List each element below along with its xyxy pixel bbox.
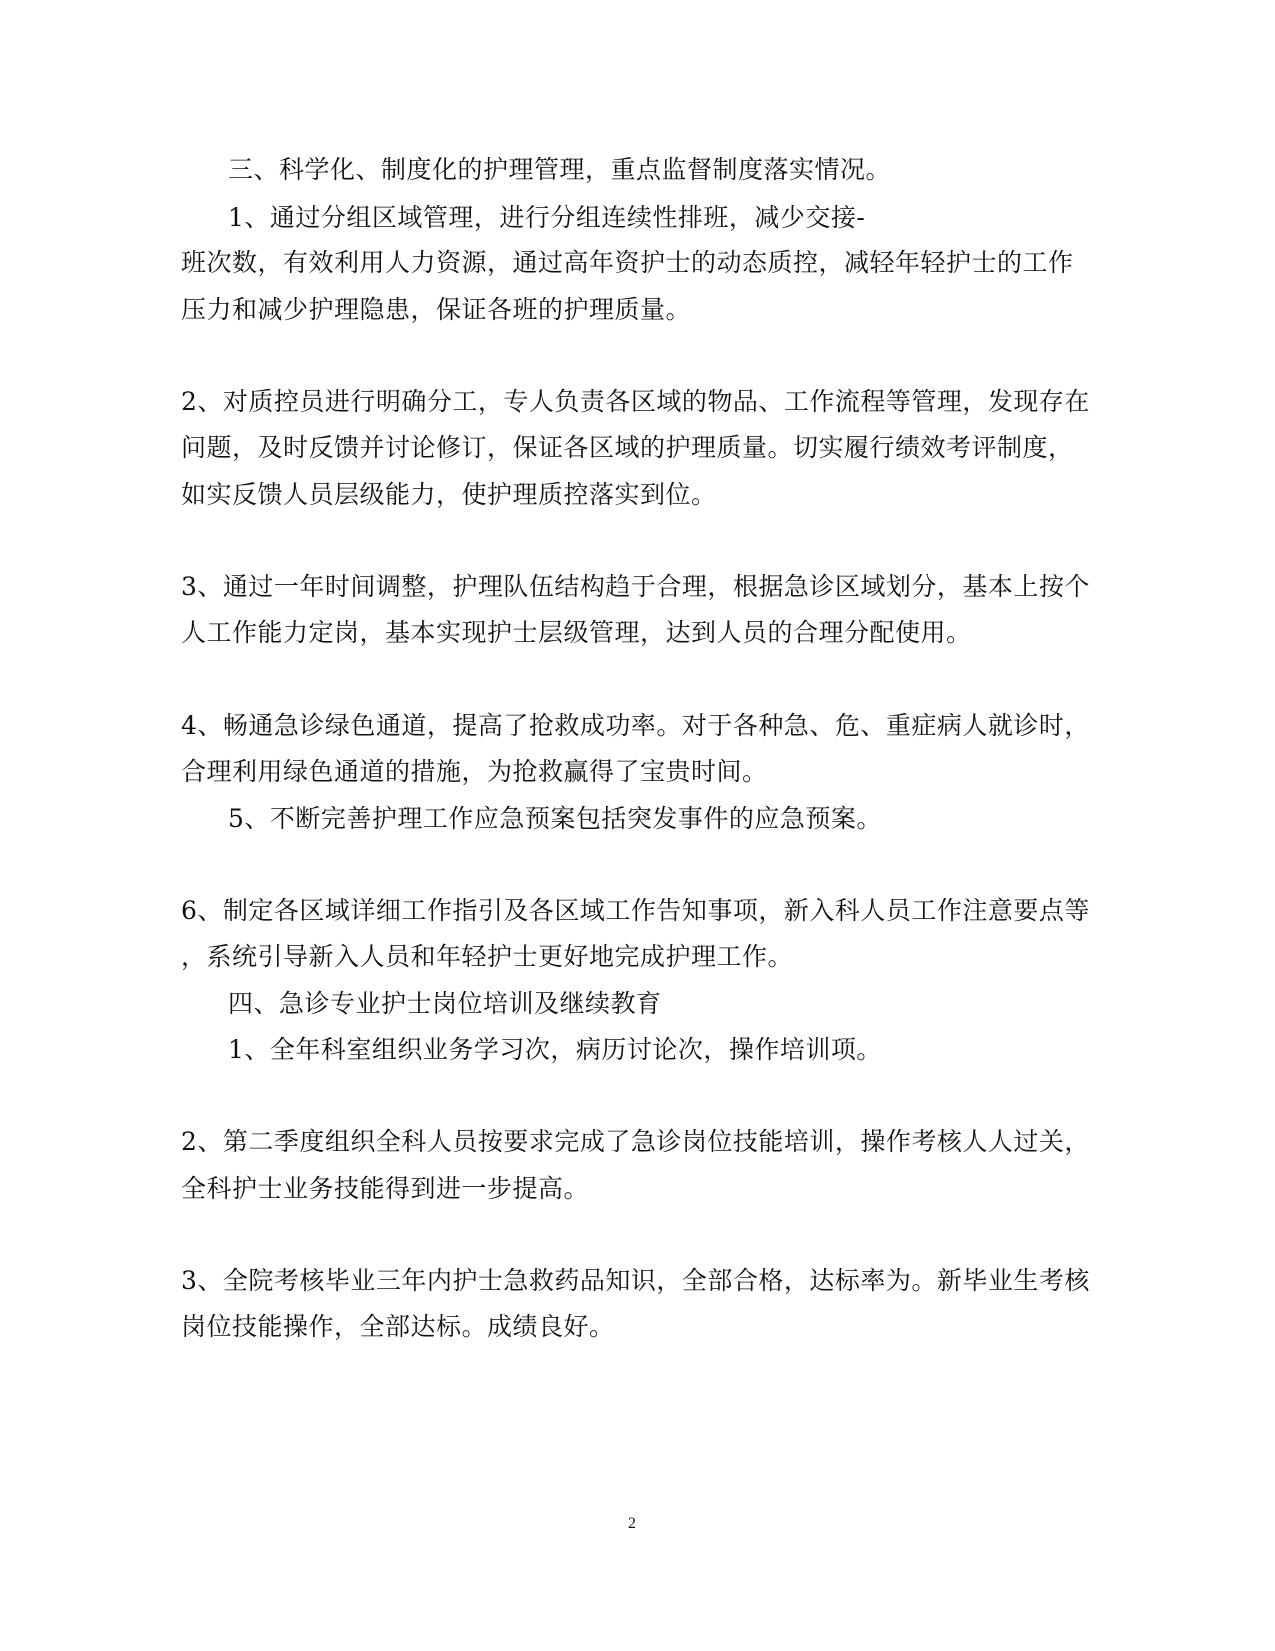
paragraph-line: 人工作能力定岗，基本实现护士层级管理，达到人员的合理分配使用。 — [181, 618, 972, 647]
paragraph-line: ，系统引导新入人员和年轻护士更好地完成护理工作。 — [181, 942, 794, 971]
paragraph-line: 问题，及时反馈并讨论修订，保证各区域的护理质量。切实履行绩效考评制度， — [181, 433, 1074, 462]
page-number: 2 — [628, 1515, 636, 1532]
paragraph-line: 6、制定各区域详细工作指引及各区域工作告知事项，新入科人员工作注意要点等 — [181, 896, 1090, 925]
section-heading-three: 三、科学化、制度化的护理管理，重点监督制度落实情况。 — [228, 155, 892, 184]
paragraph-line: 5、不断完善护理工作应急预案包括突发事件的应急预案。 — [228, 804, 882, 833]
paragraph-line: 3、通过一年时间调整，护理队伍结构趋于合理，根据急诊区域划分，基本上按个 — [181, 572, 1090, 601]
paragraph-line: 3、全院考核毕业三年内护士急救药品知识，全部合格，达标率为。新毕业生考核 — [181, 1266, 1090, 1295]
paragraph-line: 岗位技能操作，全部达标。成绩良好。 — [181, 1312, 615, 1341]
paragraph-line: 全科护士业务技能得到进一步提高。 — [181, 1174, 590, 1203]
paragraph-line: 1、通过分组区域管理，进行分组连续性排班，减少交接- — [228, 203, 866, 232]
paragraph-line: 压力和减少护理隐患，保证各班的护理质量。 — [181, 295, 692, 324]
paragraph-line: 班次数，有效利用人力资源，通过高年资护士的动态质控，减轻年轻护士的工作 — [181, 248, 1074, 277]
section-heading-four: 四、急诊专业护士岗位培训及继续教育 — [228, 989, 662, 1018]
paragraph-line: 合理利用绿色通道的措施，为抢救赢得了宝贵时间。 — [181, 757, 768, 786]
paragraph-line: 1、全年科室组织业务学习次，病历讨论次，操作培训项。 — [228, 1035, 882, 1064]
paragraph-line: 如实反馈人员层级能力，使护理质控落实到位。 — [181, 480, 717, 509]
paragraph-line: 2、对质控员进行明确分工，专人负责各区域的物品、工作流程等管理，发现存在 — [181, 387, 1090, 416]
paragraph-line: 2、第二季度组织全科人员按要求完成了急诊岗位技能培训，操作考核人人过关， — [181, 1127, 1090, 1156]
paragraph-line: 4、畅通急诊绿色通道，提高了抢救成功率。对于各种急、危、重症病人就诊时， — [181, 711, 1090, 740]
